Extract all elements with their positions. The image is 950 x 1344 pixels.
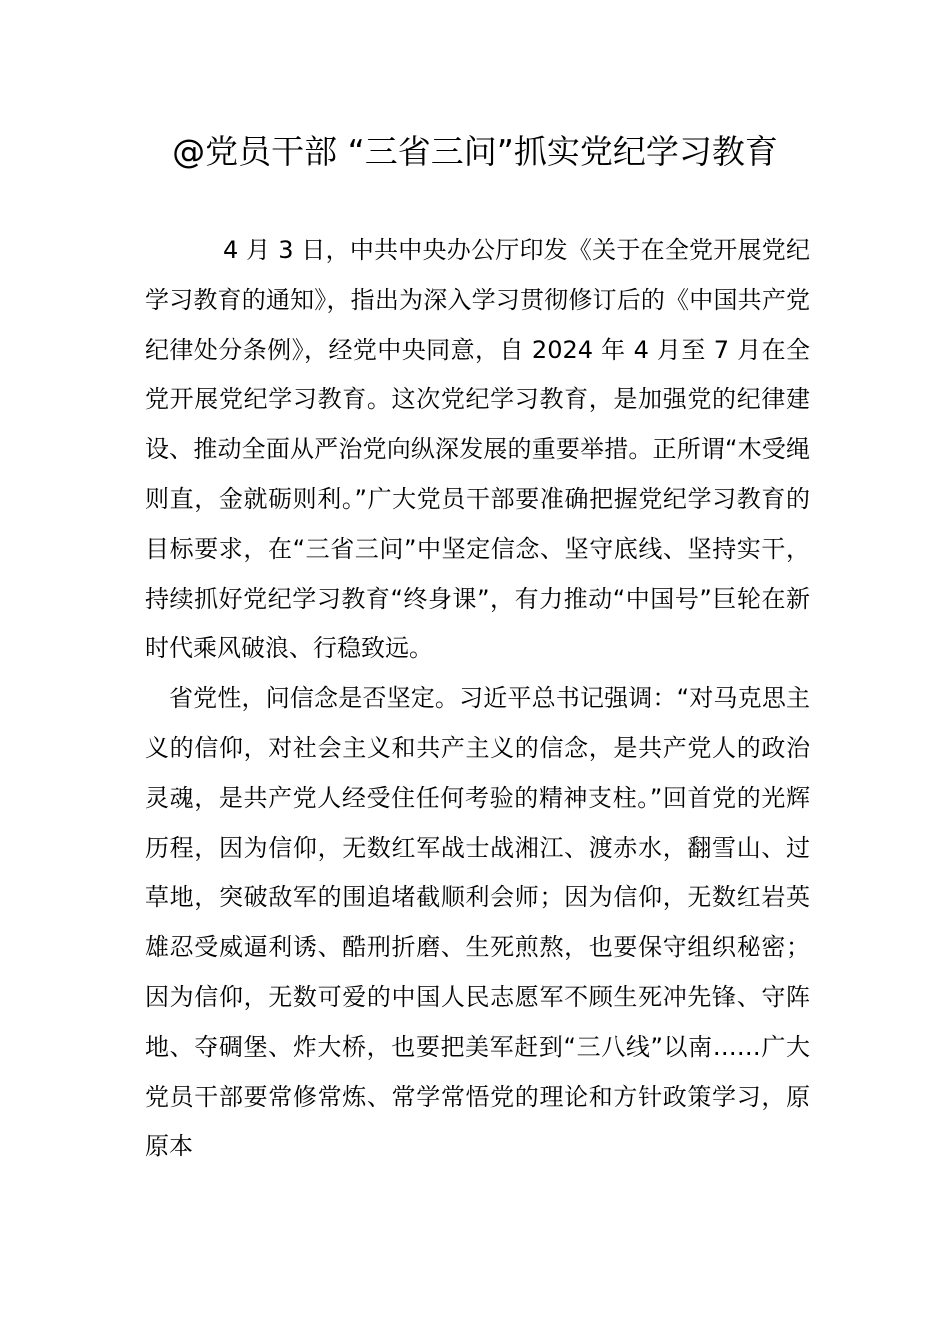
document-title: @党员干部 “三省三问”抓实党纪学习教育 (172, 132, 778, 171)
paragraph-party-spirit: 省党性，问信念是否坚定。习近平总书记强调：“对马克思主义的信仰，对社会主义和共产主义的信念，是共产党人的政治灵魂，是共产党人经受住任何考验的精神支柱。”回首党的光辉历程，因为信仰，无数红军战士战湘江、渡赤水，翻雪山、过草地，突破敌军的围追堵截顺利会师；因为信仰，无数红岩英雄忍受威逼利诱、酷刑折磨、生死煎熬，也要保守组织秘密；因为信仰，无数可爱的中国人民志愿军不顾生死冲先锋、守阵地、夺碉堡、炸大桥，也要把美军赶到“三八线”以南……广大党员干部要常修常炼、常学常悟党的理论和方针政策学习，原原本 (145, 684, 810, 1161)
document-body (145, 226, 810, 1172)
paragraph-intro: 4 月 3 日，中共中央办公厅印发《关于在全党开展党纪学习教育的通知》，指出为深入学习贯彻修订后的《中国共产党纪律处分条例》，经党中央同意，自 2024 年 4 月至 7 月在全党开展党纪学习教育。这次党纪学习教育，是加强党的纪律建设、推动全面从严治党向纵深发展的重要举措。正所谓“木受绳则直，金就砺则利。”广大党员干部要准确把握党纪学习教育的目标要求，在“三省三问”中坚定信念、坚守底线、坚持实干，持续抓好党纪学习教育“终身课”，有力推动“中国号”巨轮在新时代乘风破浪、行稳致远。 (145, 236, 810, 663)
